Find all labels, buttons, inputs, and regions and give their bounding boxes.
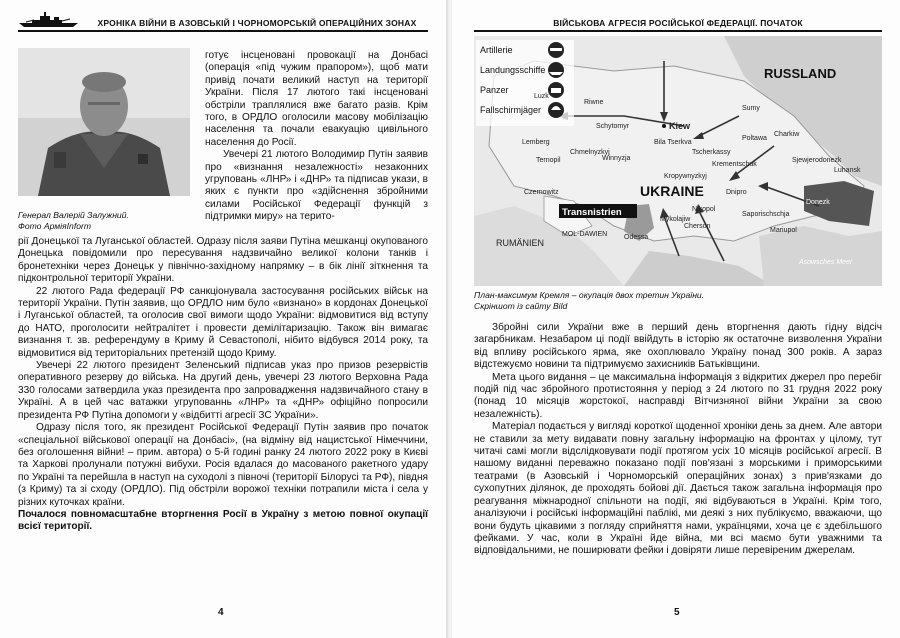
caption-title: Генерал Валерій Залужний.	[18, 210, 129, 220]
left-header-title: ХРОНІКА ВІЙНИ В АЗОВСЬКІЙ І ЧОРНОМОРСЬКІЙ ОПЕРАЦІЙНИХ ЗОНАХ	[97, 18, 417, 28]
city-label: Mykolajiw	[660, 216, 691, 223]
legend-label: Fallschirmjäger	[480, 105, 542, 115]
paragraph-goal: Мета цього видання – це максимальна інформація з відкритих джерел про перебіг подій під час збройного протистояння у період з 24 лютого по 31 грудня 2022 року (понад 10 місяців жорстокої, насправді Вітчизняної війни України за свою незалежність).	[474, 371, 882, 420]
left-page	[0, 0, 448, 638]
city-label: Cherson	[684, 223, 711, 230]
right-header-title: ВІЙСЬКОВА АГРЕСІЯ РОСІЙСЬКОЇ ФЕДЕРАЦІЇ. ПОЧАТОК	[553, 18, 803, 28]
page-number: 4	[218, 607, 224, 618]
paragraph: Увечері 21 лютого Володимир Путін заявив про «визнання незалежності» незаконних угруповань «ЛНР» і «ДНР» та підписав укази, в яких є пункти про «здійснення збройними силами Російської Федерації функцій з підтримки миру» на терито-	[205, 149, 428, 223]
city-label: Odessa	[624, 234, 649, 241]
caption-title: План-максимум Кремля – окупація двох третин України.	[474, 290, 705, 300]
city-label: Charkiw	[774, 131, 800, 138]
paragraph: Матеріал подається у вигляді короткої щоденної хроніки день за днем. Але автори не ставили за мету видавати повну загальну інформацію на фронтах у цілому, тут читачі самі могли відслідковувати події протягом усіх 10 місяців російської агресії. В нашому виданні переважно показано події пов'язані з морськими і приморськими театрами (в Азовській і Чорноморській операційних зонах) з прив'язками до сухопутних ділянок, де проходять бойові дії. Дається також загальна інформація про реагування міжнародної спільноти на події, які відбуваються в Україні. Крім того, аналізуючи і російські інформаційні паблікі, ми деякі з них публікуємо, вважаючи, що вони будуть цікавими з погляду сприйняття нами, українцями, хоча це є здебільшого фейками. У час, коли в Україні йде війна, ми всі маємо бути уважними та відповідальними, не поширювати фейки і довіряти лише перевіреним джерелам.	[474, 421, 882, 557]
left-column-text	[205, 50, 428, 224]
paragraph-bold: Почалося повномасштабне вторгнення Росії в Україну з метою повної окупації всієї території.	[18, 508, 428, 533]
city-label: Ternopil	[536, 157, 561, 164]
invasion-map	[474, 36, 882, 286]
left-page-header	[18, 12, 428, 32]
paragraph: Збройні сили України вже в перший день вторгнення дають гідну відсіч загарбникам. Незабаром ці події ввійдуть в історію як остаточне визволення України від впливу російського ярма, яке охоплювало Україну понад 300 років. А зараз відстежуємо новини та підтримуємо захисників Батьківщини.	[474, 322, 882, 371]
warship-icon	[18, 12, 80, 28]
city-label: Chmelnyzkyj	[570, 149, 610, 156]
city-label: Nikopol	[692, 206, 716, 213]
caption-credit: Скріншот із сайту Bild	[474, 301, 568, 311]
legend-label: Landungsschiffe	[480, 65, 546, 75]
right-page-header	[474, 12, 882, 32]
map-caption	[474, 290, 882, 312]
city-label: Kiew	[669, 121, 691, 131]
right-page	[452, 0, 900, 638]
right-main-text	[474, 322, 882, 558]
city-label: Riwne	[584, 99, 604, 106]
page-number: 5	[674, 607, 680, 618]
map-label-asowsches-meer: Asowsches Meer	[799, 259, 853, 266]
paragraph: рії Донецької та Луганської областей. Одразу після заяви Путіна мешканці окупованого Донецька повідомили про пересування надзвичайно великої колони танків і бронетехніки через Донецьк у північно-західному напрямку – в бік лінії зіткнення та підконтрольної території України.	[18, 236, 428, 285]
legend-label: Artillerie	[480, 45, 513, 55]
paragraph: Одразу після того, як президент Російської Федерації Путін заявив про початок «спеціальної військової операції на Донбасі», (на відміну від нацистської Німеччини, без оголошення війни! – прим. автора) о 5-й годині ранку 24 лютого 2022 року в Києві та Харкові пролунали потужні вибухи. Росія вдалася до масованого ракетного удару по Україні та перейшла в наступ на суходолі з півночі (території Білорусі та РФ), півдня (з Криму) та зі сходу (ОРДЛО). Під обстріли ворожої техніки потрапили міста і села у різних куточках країни.	[18, 422, 428, 508]
city-label: Poltawa	[742, 135, 767, 142]
city-label: Sumy	[742, 105, 760, 112]
city-label: Schytomyr	[596, 123, 630, 130]
left-photo-caption	[18, 210, 190, 232]
general-portrait-photo	[18, 48, 190, 196]
city-label: Winnyzja	[602, 155, 631, 162]
legend-label: Panzer	[480, 85, 509, 95]
city-label: Tscherkassy	[692, 149, 731, 156]
city-label: Bila Tserkva	[654, 139, 692, 146]
left-main-text	[18, 236, 428, 534]
city-label: Luhansk	[834, 167, 861, 174]
city-label: Kropywnyzkyj	[664, 173, 707, 180]
paragraph: Увечері 22 лютого президент Зеленський підписав указ про призов резервістів оперативного резерву до війська. На другий день, увечері 23 лютого Верховна Рада 330 голосами затвердила указ президента про запровадження надзвичайного стану в Україні. А в цей час ватажки угрупованнь «ЛНР» та «ДНР» офіційно попросили президента РФ Путіна допомоги у «відбитті агресії ЗС України».	[18, 360, 428, 421]
map-label-russland: RUSSLAND	[764, 66, 837, 81]
paragraph: 22 лютого Рада федерації РФ санкціонувала застосування російських військ на території України. Путін заявив, що ОРДЛО ним було «визнано» в кордонах Донецької і Луганської областей, та оголосив свої вимоги щодо України: відмовитися від вступу до НАТО, проголосити нейтралітет і провести демілітаризацію. Також він вимагає визнання т. зв. референдуму в Криму й Севастополі, нібито відбувся 2014 року, та відмовитися від територіальних претензій щодо Криму.	[18, 285, 428, 359]
city-label: Sjewjerodonezk	[792, 157, 842, 164]
city-label: Lemberg	[522, 139, 550, 146]
map-label-transnistrien: Transnistrien	[562, 207, 622, 218]
caption-credit: Фото АрміяInform	[18, 221, 92, 231]
city-label: Mariupol	[770, 227, 797, 234]
city-label: Donezk	[806, 199, 830, 206]
map-label-moldawien: MOL-DAWIEN	[562, 231, 608, 238]
paragraph: готує інсценовані провокації на Донбасі (операція «під чужим прапором»), щоб мати привід почати великий наступ на території України. Після 17 лютого такі інсценовані обстріли траплялися вже багато разів. Крім того, в ОРДЛО оголосили масову мобілізацію населення та почали евакуацію цивільного населення до Росії.	[205, 50, 428, 148]
map-label-rumanien: RUMÄNIEN	[496, 238, 545, 248]
city-label: Dnipro	[726, 189, 747, 196]
city-label: Luzk	[534, 93, 549, 100]
map-label-ukraine: UKRAINE	[640, 183, 704, 199]
city-label: Saporischschja	[742, 211, 790, 218]
city-label: Czernowitz	[524, 189, 559, 196]
city-label: Krementschuk	[712, 161, 757, 168]
